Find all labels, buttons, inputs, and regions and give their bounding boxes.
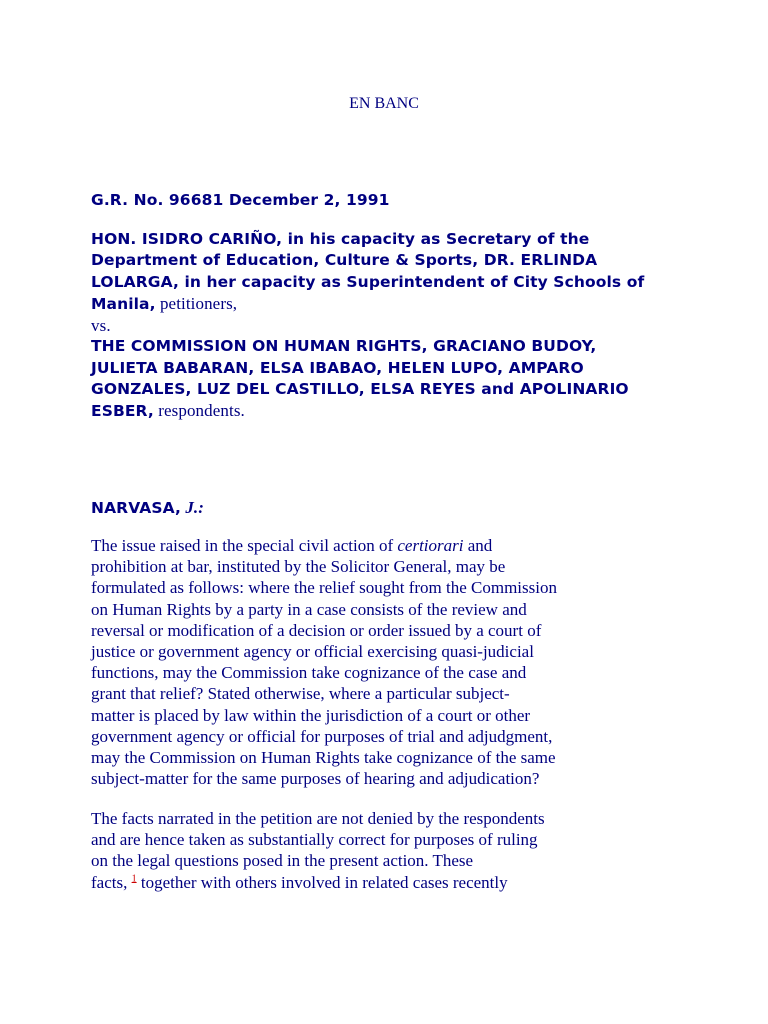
case-parties xyxy=(91,229,691,423)
paragraph-line: formulated as follows: where the relief sought from the Commission xyxy=(91,578,557,598)
respondents-designation: respondents. xyxy=(153,401,245,421)
petitioner-name-end: Manila, xyxy=(91,294,156,313)
ponente-title: J.: xyxy=(180,498,205,517)
paragraph-line: grant that relief? Stated otherwise, where a particular subject- xyxy=(91,684,510,704)
respondent-line-last xyxy=(91,400,691,422)
respondent-name-end: ESBER, xyxy=(91,402,154,421)
paragraph-issue xyxy=(91,535,681,789)
petitioners-designation: petitioners, xyxy=(155,293,238,313)
paragraph-line: justice or government agency or official exercising quasi-judicial xyxy=(91,642,534,662)
versus-label: vs. xyxy=(91,316,111,336)
paragraph-line: on Human Rights by a party in a case consists of the review and xyxy=(91,599,527,619)
petitioner-line: Department of Education, Culture & Sports, DR. ERLINDA xyxy=(91,251,598,270)
court-division-heading: EN BANC xyxy=(349,95,419,112)
paragraph-facts xyxy=(91,808,681,893)
paragraph-line: functions, may the Commission take cognizance of the case and xyxy=(91,663,527,683)
respondent-line: THE COMMISSION ON HUMAN RIGHTS, GRACIANO BUDOY, xyxy=(91,337,597,356)
text-run: and xyxy=(463,536,493,555)
ponente-name: NARVASA, xyxy=(91,499,181,517)
paragraph-line xyxy=(91,535,681,556)
respondent-line: GONZALES, LUZ DEL CASTILLO, ELSA REYES and APOLINARIO xyxy=(91,380,629,399)
paragraph-line: reversal or modification of a decision or order issued by a court of xyxy=(91,620,542,640)
respondent-line: JULIETA BABARAN, ELSA IBABAO, HELEN LUPO, AMPARO xyxy=(91,358,584,377)
paragraph-line: The facts narrated in the petition are not denied by the respondents xyxy=(91,809,545,828)
paragraph-line: and are hence taken as substantially correct for purposes of ruling xyxy=(91,830,538,850)
italic-term: certiorari xyxy=(397,536,464,555)
petitioner-line: LOLARGA, in her capacity as Superintendent of City Schools of xyxy=(91,272,645,291)
paragraph-line: may the Commission on Human Rights take cognizance of the same xyxy=(91,748,556,768)
paragraph-line: prohibition at bar, instituted by the Solicitor General, may be xyxy=(91,557,506,577)
petitioner-line-last xyxy=(91,293,691,315)
paragraph-line: on the legal questions posed in the present action. These xyxy=(91,851,474,871)
paragraph-line: matter is placed by law within the jurisdiction of a court or other xyxy=(91,705,531,725)
paragraph-line: government agency or official for purposes of trial and adjudgment, xyxy=(91,726,553,746)
petitioner-line: HON. ISIDRO CARIÑO, in his capacity as Secretary of the xyxy=(91,230,590,248)
paragraph-line xyxy=(91,872,681,893)
text-run: facts, xyxy=(91,872,128,892)
text-run: together with others involved in related cases recently xyxy=(136,872,508,892)
text-run: The issue raised in the special civil action of xyxy=(91,536,398,555)
paragraph-line: subject-matter for the same purposes of hearing and adjudication? xyxy=(91,769,540,789)
ponente xyxy=(91,497,681,519)
case-number: G.R. No. 96681 December 2, 1991 xyxy=(91,191,390,209)
footnote-link[interactable]: 1 xyxy=(131,872,137,884)
